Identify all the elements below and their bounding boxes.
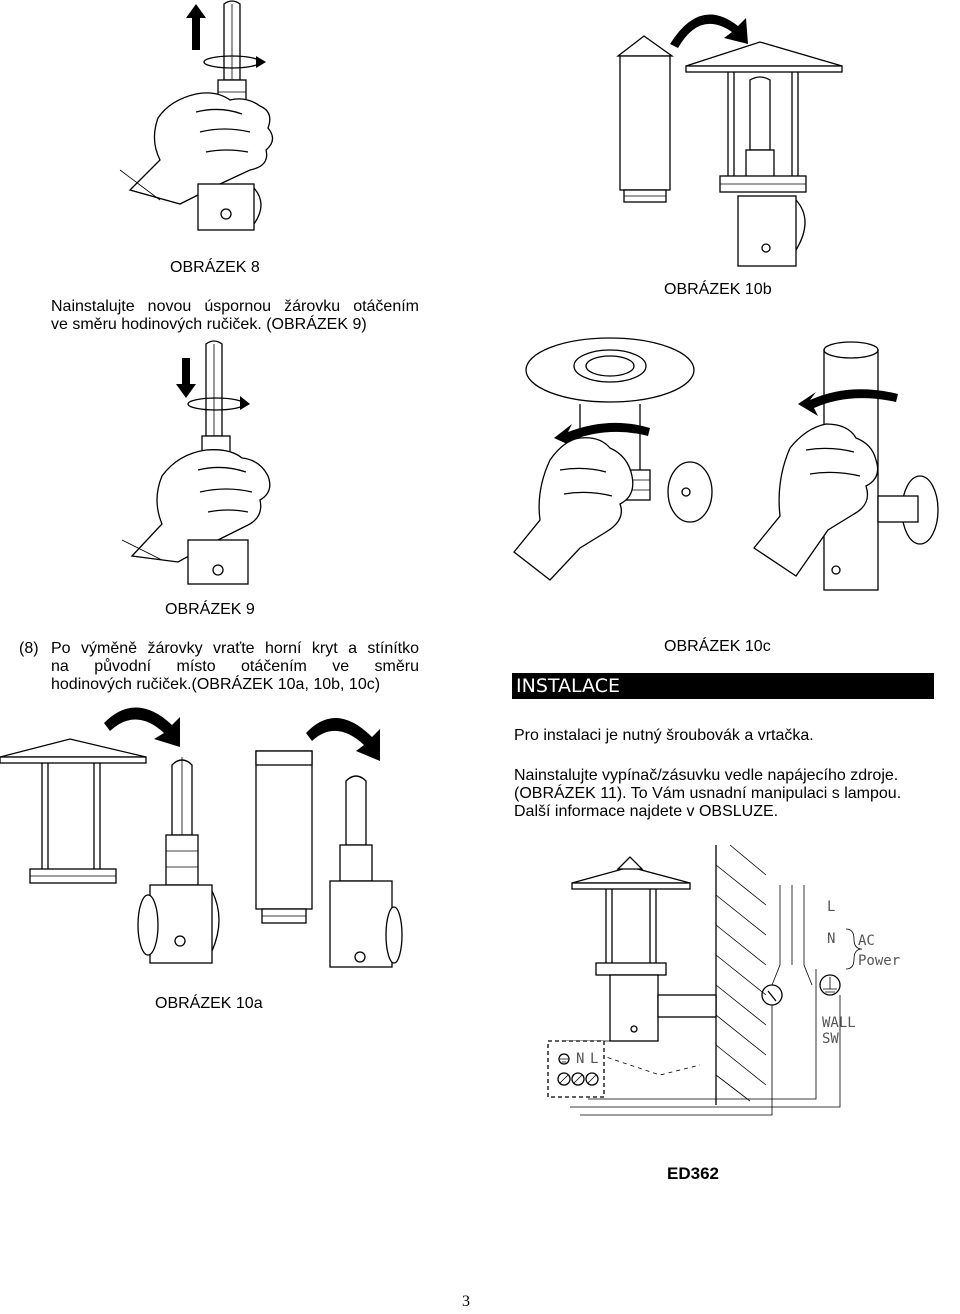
figure-8-illustration [120,0,290,250]
figure-11-wiring-diagram [540,845,940,1125]
wall-hatching [716,845,766,1105]
wall-lamp [572,857,716,1041]
figure-10c-illustration [510,320,930,610]
clockwise-arrow-icon [306,718,380,761]
terminal-block [548,1041,604,1097]
mains-wires [772,885,812,985]
cylinder-cover [256,751,312,923]
figure-10c-caption: OBRÁZEK 10c [664,638,771,655]
ground-symbol-icon [820,975,840,995]
install-paragraph-line-3: Další informace najdete v OBSLUZE. [514,803,779,820]
up-arrow-icon [186,4,206,50]
lamp-shade [0,739,146,883]
top-cover [618,36,672,202]
terminal-label-n: N [576,1051,585,1067]
lamp-base [738,196,805,266]
bulb-and-socket [720,77,806,192]
step-8-line-3: hodinových ručiček.(OBRÁZEK 10a, 10b, 10c) [51,676,381,693]
figure-8-caption: OBRÁZEK 8 [170,259,260,276]
install-paragraph-line-2: (OBRÁZEK 11). To Vám usnadní manipulaci s lampou. [514,785,902,802]
label-ac: AC [858,933,875,949]
hand-drawing-left [514,438,633,580]
wall-bracket-left [668,462,712,522]
page-number: 3 [462,1293,470,1310]
install-bulb-line-2: ve směru hodinových ručiček. (OBRÁZEK 9) [51,316,367,333]
clockwise-arrow-icon [670,14,748,48]
model-number: ED362 [667,1164,719,1183]
wall-switch [762,985,782,1005]
lamp-base [138,885,219,963]
label-wall: WALL [822,1015,856,1031]
instalace-heading-text: INSTALACE [516,675,620,697]
step-8-number: (8) [19,640,39,657]
label-power: Power [858,953,901,969]
bulb-and-socket [330,776,402,967]
figure-10b-caption: OBRÁZEK 10b [664,281,772,298]
label-n: N [827,931,836,947]
terminal-label-l: L [590,1051,599,1067]
tools-required-text: Pro instalaci je nutný šroubovák a vrtačka. [514,727,814,744]
step-8-line-1: Po výměně žárovky vraťte horní kryt a stínítko [51,640,419,657]
figure-9-illustration [122,340,292,590]
clockwise-arrow-icon [104,707,180,747]
figure-10a-caption: OBRÁZEK 10a [155,995,263,1012]
label-sw: SW [822,1031,839,1047]
down-arrow-icon [176,358,196,398]
bulb-and-socket [166,757,198,885]
install-bulb-line-1: Nainstalujte novou úspornou žárovku otáčením [51,298,419,315]
label-l: L [827,899,836,915]
install-paragraph-line-1: Nainstalujte vypínač/zásuvku vedle napájecího zdroje. [514,767,899,784]
instalace-heading [512,673,934,699]
figure-10b-illustration [600,0,860,275]
figure-10a-illustration [0,695,420,990]
figure-9-caption: OBRÁZEK 9 [165,601,255,618]
step-8-line-2: na původní místo otáčením ve směru [51,658,419,675]
